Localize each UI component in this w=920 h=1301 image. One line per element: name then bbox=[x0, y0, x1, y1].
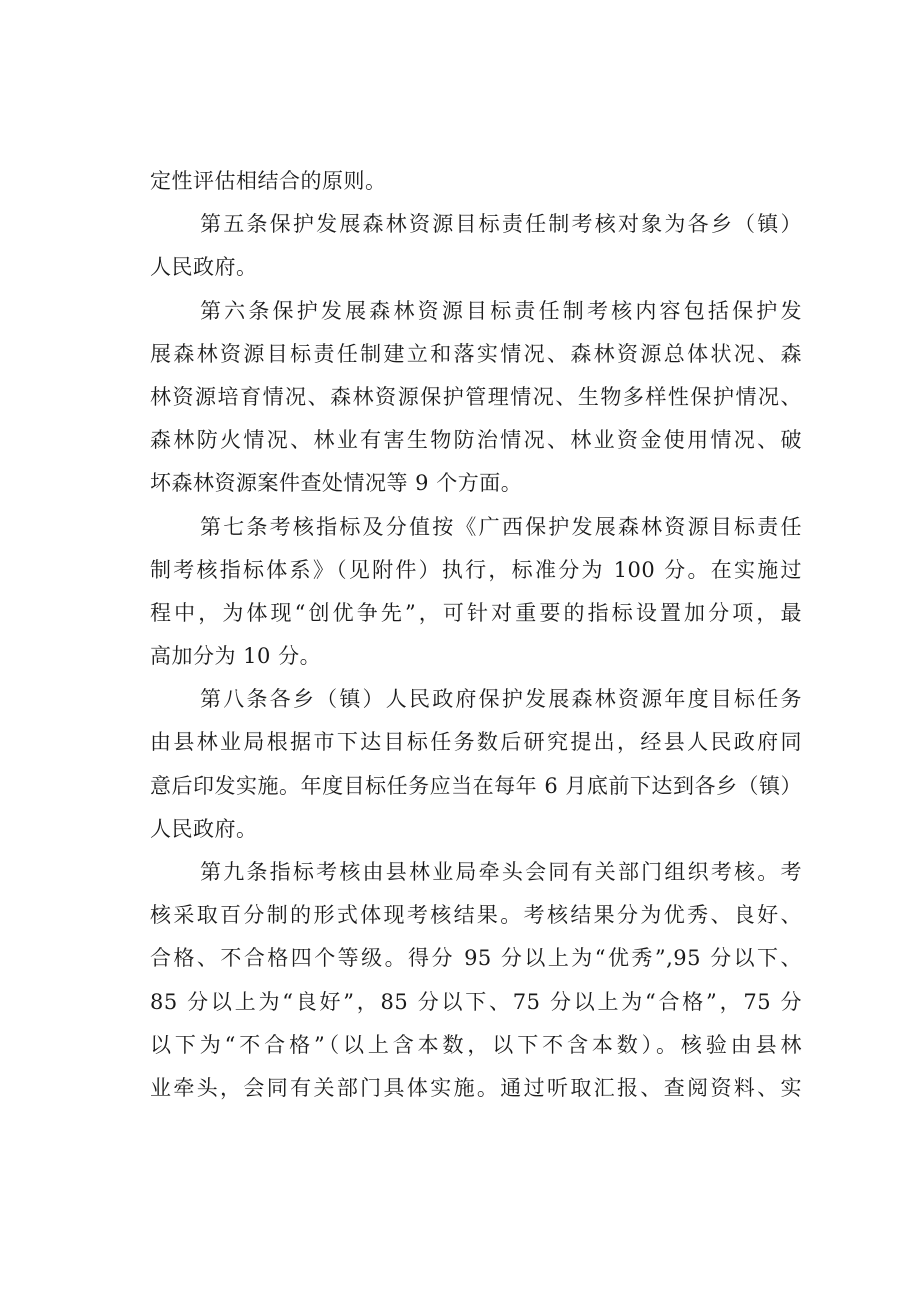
text-line: 业牵头，会同有关部门具体实施。通过听取汇报、查阅资料、实 bbox=[150, 1075, 802, 1100]
text-line: 合格、不合格四个等级。得分 95 分以上为“优秀”,95 分以下、 bbox=[150, 946, 802, 971]
text-line: 定性评估相结合的原则。 bbox=[150, 169, 387, 193]
text-line: 第八条各乡（镇）人民政府保护发展森林资源年度目标任务 bbox=[200, 687, 802, 712]
text-line: 坏森林资源案件查处情况等 9 个方面。 bbox=[150, 471, 523, 496]
text-line: 第七条考核指标及分值按《广西保护发展森林资源目标责任 bbox=[200, 514, 802, 539]
text-line: 以下为“不合格”（以上含本数，以下不含本数）。核验由县林 bbox=[150, 1032, 802, 1057]
text-line: 程中，为体现“创优争先”，可针对重要的指标设置加分项，最 bbox=[150, 600, 802, 625]
text-line: 展森林资源目标责任制建立和落实情况、森林资源总体状况、森 bbox=[150, 341, 802, 366]
text-line: 人民政府。 bbox=[150, 255, 258, 280]
text-line: 人民政府。 bbox=[150, 816, 258, 841]
text-line: 85 分以上为“良好”，85 分以下、75 分以上为“合格”，75 分 bbox=[150, 989, 802, 1014]
text-line: 制考核指标体系》（见附件）执行，标准分为 100 分。在实施过 bbox=[150, 557, 802, 582]
text-line: 核采取百分制的形式体现考核结果。考核结果分为优秀、良好、 bbox=[150, 903, 802, 928]
text-line: 第五条保护发展森林资源目标责任制考核对象为各乡（镇） bbox=[200, 212, 802, 237]
text-line: 第六条保护发展森林资源目标责任制考核内容包括保护发 bbox=[200, 298, 802, 323]
text-line: 由县林业局根据市下达目标任务数后研究提出，经县人民政府同 bbox=[150, 730, 802, 755]
text-line: 森林防火情况、林业有害生物防治情况、林业资金使用情况、破 bbox=[150, 428, 802, 453]
text-line: 意后印发实施。年度目标任务应当在每年 6 月底前下达到各乡（镇） bbox=[150, 773, 802, 798]
text-line: 第九条指标考核由县林业局牵头会同有关部门组织考核。考 bbox=[200, 860, 802, 884]
text-line: 高加分为 10 分。 bbox=[150, 644, 322, 669]
document-body bbox=[150, 160, 802, 1110]
text-line: 林资源培育情况、森林资源保护管理情况、生物多样性保护情况、 bbox=[150, 384, 802, 409]
